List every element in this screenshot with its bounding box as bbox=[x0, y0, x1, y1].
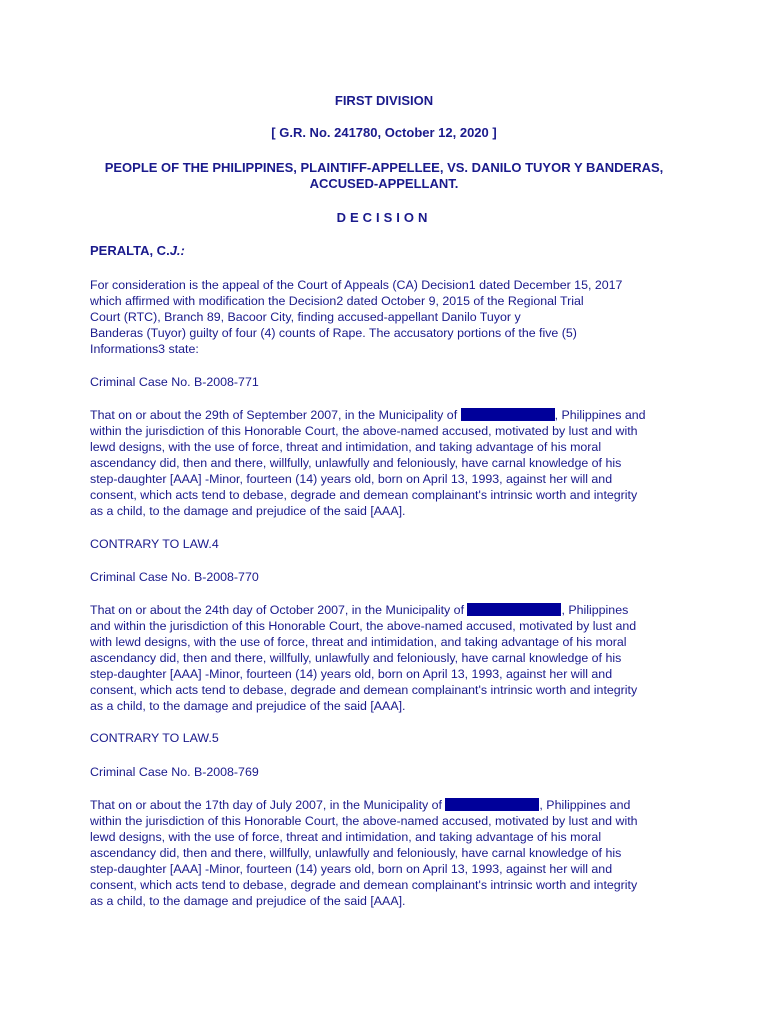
intro-line: which affirmed with modification the Decision2 dated October 9, 2015 of the Regional Trial bbox=[90, 294, 584, 308]
paragraph-line: That on or about the 24th day of October 2007, in the Municipality of , Philippines bbox=[90, 603, 629, 617]
case-title: Criminal Case No. B-2008-769 bbox=[90, 765, 259, 779]
parties-heading-line-1: PEOPLE OF THE PHILIPPINES, PLAINTIFF-APPELLEE, VS. DANILO TUYOR Y BANDERAS, bbox=[104, 160, 664, 175]
ponente-line bbox=[90, 243, 686, 259]
paragraph-line: That on or about the 17th day of July 2007, in the Municipality of , Philippines and bbox=[90, 798, 631, 812]
paragraph-line: as a child, to the damage and prejudice of the said [AAA]. bbox=[90, 504, 406, 518]
paragraph-line: as a child, to the damage and prejudice of the said [AAA]. bbox=[90, 894, 406, 908]
redaction-box bbox=[461, 408, 555, 421]
contrary-to-law: CONTRARY TO LAW.4 bbox=[90, 537, 219, 551]
paragraph-line: lewd designs, with the use of force, threat and intimidation, and taking advantage of his moral bbox=[90, 830, 602, 844]
intro-line: For consideration is the appeal of the Court of Appeals (CA) Decision1 dated December 15, 2017 bbox=[90, 278, 623, 292]
intro-line: Banderas (Tuyor) guilty of four (4) counts of Rape. The accusatory portions of the five (5) bbox=[90, 326, 577, 340]
paragraph-line: ascendancy did, then and there, willfully, unlawfully and feloniously, have carnal knowledge of his bbox=[90, 846, 622, 860]
paragraph-line: step-daughter [AAA] -Minor, fourteen (14) years old, born on April 13, 1993, against her will and bbox=[90, 472, 613, 486]
redaction-box bbox=[467, 603, 561, 616]
paragraph-line: That on or about the 29th of September 2007, in the Municipality of , Philippines and bbox=[90, 408, 646, 422]
paragraph-line: and within the jurisdiction of this Honorable Court, the above-named accused, motivated by lust and bbox=[90, 619, 637, 633]
decision-heading: DECISION bbox=[336, 210, 432, 225]
information-paragraph bbox=[90, 407, 686, 519]
paragraph-line: within the jurisdiction of this Honorable Court, the above-named accused, motivated by lust and with bbox=[90, 814, 638, 828]
paragraph-line: within the jurisdiction of this Honorable Court, the above-named accused, motivated by lust and with bbox=[90, 424, 638, 438]
paragraph-line: lewd designs, with the use of force, threat and intimidation, and taking advantage of his moral bbox=[90, 440, 602, 454]
parties-heading-line-2: ACCUSED-APPELLANT. bbox=[309, 176, 459, 191]
case-title: Criminal Case No. B-2008-771 bbox=[90, 375, 259, 389]
case-number-heading: [ G.R. No. 241780, October 12, 2020 ] bbox=[271, 125, 497, 140]
paragraph-line: ascendancy did, then and there, willfully, unlawfully and feloniously, have carnal knowledge of his bbox=[90, 456, 622, 470]
ponente-suffix: J.: bbox=[169, 243, 185, 258]
paragraph-line: with lewd designs, with the use of force, threat and intimidation, and taking advantage of his moral bbox=[90, 635, 627, 649]
division-heading: FIRST DIVISION bbox=[334, 93, 434, 108]
information-paragraph bbox=[90, 797, 686, 909]
intro-line: Informations3 state: bbox=[90, 342, 199, 356]
paragraph-line: consent, which acts tend to debase, degrade and demean complainant's intrinsic worth and integrity bbox=[90, 488, 638, 502]
paragraph-line: consent, which acts tend to debase, degrade and demean complainant's intrinsic worth and integrity bbox=[90, 683, 638, 697]
case-title: Criminal Case No. B-2008-770 bbox=[90, 570, 259, 584]
contrary-to-law: CONTRARY TO LAW.5 bbox=[90, 731, 219, 745]
ponente-name: PERALTA, C. bbox=[90, 243, 170, 258]
paragraph-line: ascendancy did, then and there, willfully, unlawfully and feloniously, have carnal knowledge of his bbox=[90, 651, 622, 665]
paragraph-line: step-daughter [AAA] -Minor, fourteen (14) years old, born on April 13, 1993, against her will and bbox=[90, 862, 613, 876]
paragraph-line: consent, which acts tend to debase, degrade and demean complainant's intrinsic worth and integrity bbox=[90, 878, 638, 892]
information-paragraph bbox=[90, 602, 686, 714]
redaction-box bbox=[445, 798, 539, 811]
intro-paragraph bbox=[90, 277, 686, 357]
intro-line: Court (RTC), Branch 89, Bacoor City, finding accused-appellant Danilo Tuyor y bbox=[90, 310, 521, 324]
paragraph-line: as a child, to the damage and prejudice of the said [AAA]. bbox=[90, 699, 406, 713]
paragraph-line: step-daughter [AAA] -Minor, fourteen (14) years old, born on April 13, 1993, against her will and bbox=[90, 667, 613, 681]
